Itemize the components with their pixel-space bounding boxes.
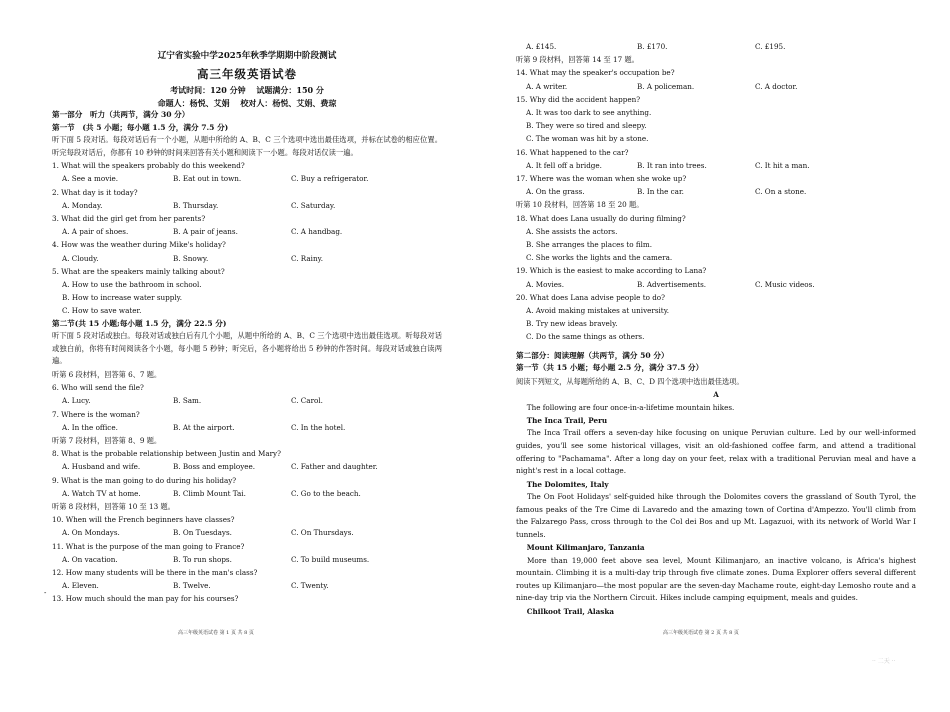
option-a: A. Lucy.: [62, 396, 91, 406]
question-16: 16. What happened to the car?: [516, 147, 629, 157]
option-a: A. Watch TV at home.: [62, 488, 141, 498]
option-b: B. Twelve.: [173, 581, 211, 591]
material-8-label: 听第 8 段材料，回答第 10 至 13 题。: [52, 501, 175, 511]
question-11: 11. What is the purpose of the man going to France?: [52, 541, 245, 551]
question-8: 8. What is the probable relationship between Justin and Mary?: [52, 449, 281, 459]
option-b: B. In the car.: [637, 187, 684, 197]
option-c: C. Carol.: [291, 396, 323, 406]
option-a: A. Movies.: [526, 279, 565, 289]
question-6-options: [52, 394, 442, 407]
option-b: B. Snowy.: [173, 253, 209, 263]
option-c: C. Music videos.: [755, 279, 815, 289]
option-a: A. How to use the bathroom in school.: [62, 280, 202, 290]
option-b: B. Advertisements.: [637, 279, 707, 289]
question-3: 3. What did the girl get from her parents?: [52, 214, 206, 223]
exam-header: [52, 50, 442, 109]
question-12-options: [52, 579, 442, 592]
option-a: A. Monday.: [62, 200, 103, 210]
material-6-label: 听第 6 段材料，回答第 6、7 题。: [52, 369, 162, 379]
question-19: 19. Which is the easiest to make according to Lana?: [516, 266, 707, 276]
option-b: B. It ran into trees.: [637, 160, 707, 170]
option-b: B. Climb Mount Tai.: [173, 488, 246, 498]
option-b: B. Eat out in town.: [173, 174, 242, 184]
question-16-options: [516, 159, 916, 172]
question-7: 7. Where is the woman?: [52, 409, 140, 419]
question-15: 15. Why did the accident happen?: [516, 94, 641, 104]
question-13: 13. How much should the man pay for his courses?: [52, 594, 239, 604]
option-c: C. She works the lights and the camera.: [526, 253, 673, 263]
option-a: A. She assists the actors.: [526, 226, 618, 236]
question-14: 14. What may the speaker's occupation be?: [516, 68, 675, 78]
option-c: C. Rainy.: [291, 253, 323, 263]
option-a: A. A writer.: [526, 81, 568, 91]
option-c: C. Buy a refrigerator.: [291, 174, 369, 184]
option-c: C. It hit a man.: [755, 160, 810, 170]
option-a: A. On the grass.: [526, 187, 585, 197]
option-b: B. Thursday.: [173, 200, 219, 210]
question-19-options: [516, 278, 916, 291]
question-5: 5. What are the speakers mainly talking about?: [52, 266, 225, 276]
option-c: C. A doctor.: [755, 81, 798, 91]
exam-authors: 命题人：杨悦、艾娟 校对人：杨悦、艾娟、费琼: [157, 97, 337, 108]
passage-letter: A: [713, 389, 719, 399]
option-b: B. To run shops.: [173, 554, 232, 564]
option-b: B. £170.: [637, 42, 668, 51]
margin-dash: -: [44, 589, 47, 597]
question-2-options: [52, 199, 442, 212]
hike-paragraph-kilimanjaro: More than 19,000 feet above sea level, Mount Kilimanjaro, an inactive volcano, is Africa's highest mountain. Climbing it is a multi-day trip through five climate zones. Duma Explorer offers several different routes up Kilimanjaro—the most popular are the seven-day Machame route, eight-day Lemosho route and a nine-day trip via the Northern Circuit. Hikes include camping equipment, meals and guides.: [516, 555, 916, 603]
question-13-options: [516, 40, 916, 53]
option-c: C. £195.: [755, 42, 786, 51]
left-page-footer: 高三年级英语试卷 第 1 页 共 8 页: [178, 630, 254, 636]
question-12: 12. How many students will be there in the man's class?: [52, 567, 258, 577]
option-c: C. Saturday.: [291, 200, 336, 210]
option-a: A. On vacation.: [62, 554, 118, 564]
option-c: C. On Thursdays.: [291, 528, 354, 538]
question-6: 6. Who will send the file?: [52, 383, 144, 393]
material-10-label: 听第 10 段材料，回答第 18 至 20 题。: [516, 200, 644, 210]
option-c: C. Father and daughter.: [291, 462, 378, 472]
option-b: B. Try new ideas bravely.: [526, 319, 618, 329]
option-a: A. It fell off a bridge.: [526, 160, 602, 170]
option-a: A. £145.: [526, 42, 557, 51]
option-b: B. On Tuesdays.: [173, 528, 232, 538]
material-9-label: 听第 9 段材料，回答第 14 至 17 题。: [516, 55, 639, 65]
question-3-options: [52, 225, 442, 238]
part1-heading: 第一部分 听力（共两节，满分 30 分）: [52, 110, 190, 119]
option-b: B. They were so tired and sleepy.: [526, 121, 647, 131]
hike-heading-dolomites: The Dolomites, Italy: [526, 479, 609, 489]
hike-paragraph-inca: The Inca Trail offers a seven-day hike focusing on unique Peruvian culture. Led by our well-informed guides, you'll see some historical villages, visit an old-fashioned coffee farm, and attend a traditional offering to "Pachamama". After a long day on your feet, relax with a traditional Peruvian meal and have a night's rest in a local cottage.: [516, 428, 916, 476]
section1-instructions: 听下面 5 段对话。每段对话后有一个小题，从题中所给的 A、B、C 三个选项中选出最佳选项，并标在试卷的相应位置。听完每段对话后，你都有 10 秒钟的时间来回答有关小题和阅读下一小题。每段对话仅读一遍。: [52, 135, 442, 157]
question-10-options: [52, 526, 442, 539]
question-14-options: [516, 80, 916, 93]
option-c: C. Do the same things as others.: [526, 332, 645, 342]
question-2: 2. What day is it today?: [52, 187, 138, 197]
question-4-options: [52, 252, 442, 265]
option-a: A. See a movie.: [62, 174, 119, 184]
right-page-footer: 高三年级英语试卷 第 2 页 共 8 页: [663, 630, 739, 636]
option-b: B. Boss and employee.: [173, 462, 256, 472]
option-b: B. Sam.: [173, 396, 202, 406]
option-c: C. A handbag.: [291, 227, 343, 237]
option-b: B. A pair of jeans.: [173, 227, 238, 237]
question-10: 10. When will the French beginners have classes?: [52, 515, 235, 525]
option-c: C. Twenty.: [291, 581, 329, 591]
right-page: [516, 40, 916, 712]
question-17-options: [516, 185, 916, 198]
option-a: A. In the office.: [62, 422, 118, 432]
question-20: 20. What does Lana advise people to do?: [516, 292, 665, 302]
part2-heading: 第二部分：阅读理解（共两节，满分 50 分）: [516, 350, 669, 360]
question-8-options: [52, 460, 442, 473]
reading-section1-heading: 第一节（共 15 小题；每小题 2.5 分，满分 37.5 分）: [516, 363, 704, 373]
option-b: B. How to increase water supply.: [62, 293, 183, 303]
option-c: C. Go to the beach.: [291, 488, 361, 498]
option-b: B. She arranges the places to film.: [526, 240, 653, 250]
option-c: C. How to save water.: [62, 306, 142, 316]
option-a: A. Husband and wife.: [62, 462, 141, 472]
section2-heading: 第二节(共 15 小题;每小题 1.5 分，满分 22.5 分): [52, 318, 227, 328]
hike-heading-chilkoot: Chilkoot Trail, Alaska: [526, 607, 614, 617]
option-a: A. Eleven.: [62, 581, 99, 591]
option-c: C. The woman was hit by a stone.: [526, 134, 649, 144]
watermark: ·· 二天 ··: [872, 658, 896, 665]
option-a: A. Cloudy.: [62, 253, 99, 263]
question-1-options: [52, 172, 442, 185]
hike-heading-kilimanjaro: Mount Kilimanjaro, Tanzania: [526, 543, 645, 553]
hike-paragraph-dolomites: The On Foot Holidays' self-guided hike through the Dolomites covers the grassland of South Tyrol, the famous peaks of the Tre Cime di Lavaredo and the amazing town of Cortina d'Ampezzo. You'll climb from the Falzarego Pass, cross through to the Col dei Bos and up Mt. Lagazuoi, with its network of World War I tunnels.: [516, 492, 916, 539]
option-a: A. It was too dark to see anything.: [526, 108, 652, 118]
question-9: 9. What is the man going to do during his holiday?: [52, 475, 237, 485]
question-7-options: [52, 421, 442, 434]
school-title: 辽宁省实验中学2025年秋季学期期中阶段测试: [157, 51, 337, 61]
option-a: A. On Mondays.: [62, 528, 120, 538]
reading-instructions: 阅读下列短文，从每题所给的 A、B、C、D 四个选项中选出最佳选项。: [516, 376, 744, 386]
material-7-label: 听第 7 段材料，回答第 8、9 题。: [52, 435, 162, 445]
option-a: A. A pair of shoes.: [62, 227, 129, 237]
question-17: 17. Where was the woman when she woke up?: [516, 174, 687, 184]
exam-time-score: 考试时间：120 分钟 试题满分：150 分: [170, 85, 324, 95]
question-9-options: [52, 487, 442, 500]
section1-heading: 第一节 (共 5 小题；每小题 1.5 分，满分 7.5 分): [52, 122, 229, 132]
question-18: 18. What does Lana usually do during filming?: [516, 213, 686, 223]
option-c: C. To build museums.: [291, 554, 370, 564]
hike-heading-inca: The Inca Trail, Peru: [526, 416, 608, 426]
exam-title: 高三年级英语试卷: [197, 67, 297, 81]
option-a: A. Avoid making mistakes at university.: [526, 306, 670, 316]
option-c: C. In the hotel.: [291, 422, 346, 432]
passage-intro: The following are four once-in-a-lifetime mountain hikes.: [526, 403, 735, 413]
question-4: 4. How was the weather during Mike's holiday?: [52, 240, 226, 250]
question-1: 1. What will the speakers probably do this weekend?: [52, 161, 245, 171]
option-c: C. On a stone.: [755, 187, 807, 197]
option-b: B. At the airport.: [173, 422, 235, 432]
left-page: [52, 0, 442, 672]
question-11-options: [52, 553, 442, 566]
option-b: B. A policeman.: [637, 81, 695, 91]
section2-instructions: 听下面 5 段对话或独白。每段对话或独白后有几个小题，从题中所给的 A、B、C 三个选项中选出最佳选项。听每段对话或独白前，你将有时间阅读各个小题，每小题 5 秒钟；听完后，各小题将给出 5 秒钟的作答时间。每段对话或独白读两遍。: [52, 331, 442, 366]
